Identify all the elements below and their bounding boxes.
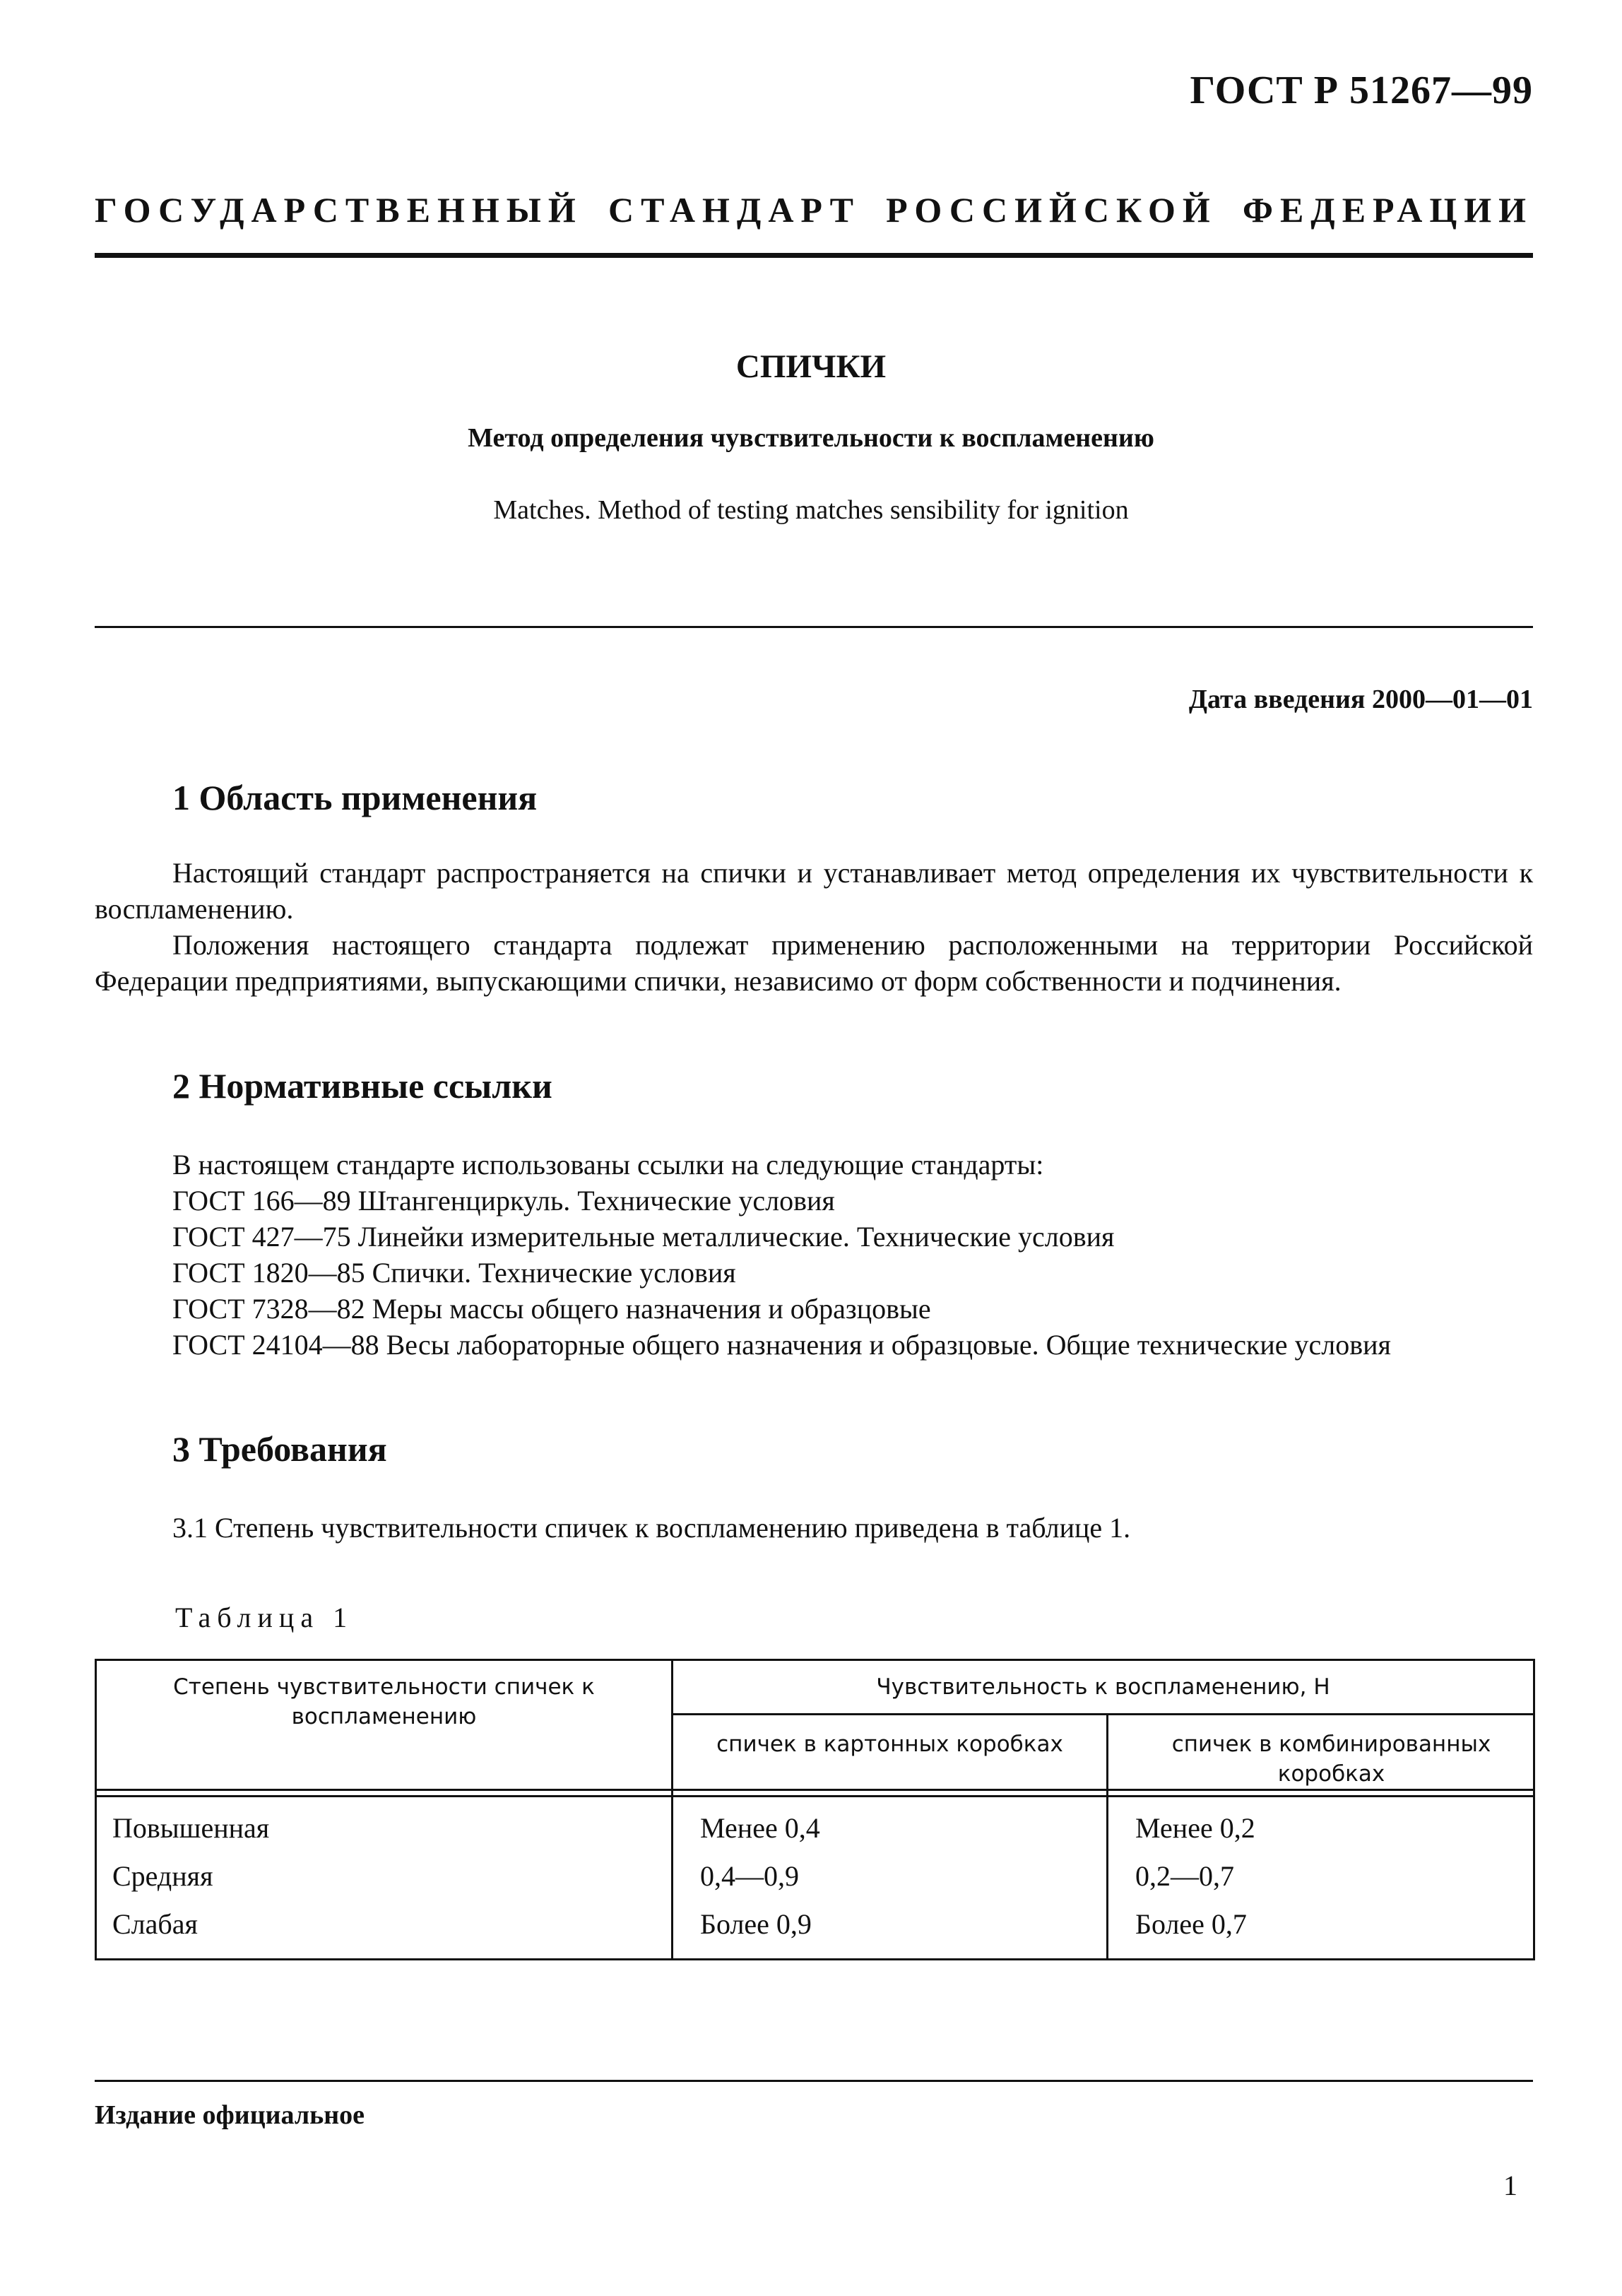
table-row bbox=[96, 1852, 1534, 1900]
table-cell: Более 0,7 bbox=[1108, 1900, 1534, 1960]
table-cell: Средняя bbox=[96, 1852, 673, 1900]
table-cell: 0,4—0,9 bbox=[673, 1852, 1108, 1900]
section-3-heading: 3 Требования bbox=[172, 1429, 387, 1469]
title-divider bbox=[95, 626, 1533, 628]
table-cell: Менее 0,2 bbox=[1108, 1797, 1534, 1853]
section-2-intro: В настоящем стандарте использованы ссылки на следующие стандарты: bbox=[172, 1149, 1044, 1180]
table-cell: Менее 0,4 bbox=[673, 1797, 1108, 1853]
section-1-paragraph-1: Настоящий стандарт распространяется на спички и устанавливает метод определения их чувствительности к воспламенению. bbox=[95, 857, 1533, 925]
section-1-paragraph-2: Положения настоящего стандарта подлежат применению расположенными на территории Российской Федерации предприятиями, выпускающими спички, независимо от форм собственности и подчинения. bbox=[95, 929, 1533, 997]
table-row bbox=[96, 1900, 1534, 1960]
official-edition-note: Издание официальное bbox=[95, 2100, 365, 2130]
section-3-paragraph-1: 3.1 Степень чувствительности спичек к воспламенению приведена в таблице 1. bbox=[172, 1512, 1131, 1544]
header-cell-sensitivity-degree: Степень чувствительности спичек к воспламенению bbox=[96, 1660, 673, 1790]
sensitivity-table bbox=[95, 1659, 1535, 1960]
document-number: ГОСТ Р 51267—99 bbox=[1190, 69, 1533, 112]
reference-item: ГОСТ 166—89 Штангенциркуль. Технические условия bbox=[172, 1185, 835, 1217]
footer-divider bbox=[95, 2080, 1533, 2082]
reference-item: ГОСТ 427—75 Линейки измерительные металлические. Технические условия bbox=[172, 1221, 1115, 1253]
introduction-date: Дата введения 2000—01—01 bbox=[1188, 685, 1533, 714]
table-header-row bbox=[96, 1660, 1534, 1715]
table-cell: Более 0,9 bbox=[673, 1900, 1108, 1960]
table-row bbox=[96, 1797, 1534, 1853]
table-cell: Слабая bbox=[96, 1900, 673, 1960]
page-number: 1 bbox=[1503, 2170, 1517, 2201]
section-2-heading: 2 Нормативные ссылки bbox=[172, 1066, 552, 1106]
reference-item: ГОСТ 1820—85 Спички. Технические условия bbox=[172, 1257, 736, 1289]
table-spacer-row bbox=[96, 1790, 1534, 1797]
document-title: СПИЧКИ bbox=[735, 348, 887, 385]
table-caption: Таблица 1 bbox=[175, 1602, 354, 1633]
section-1-heading: 1 Область применения bbox=[172, 778, 538, 817]
table-cell: 0,2—0,7 bbox=[1108, 1852, 1534, 1900]
header-cell-ignition-sensitivity: Чувствительность к воспламенению, Н bbox=[673, 1660, 1534, 1715]
state-standard-title: ГОСУДАРСТВЕННЫЙ СТАНДАРТ РОССИЙСКОЙ ФЕДЕРАЦИИ bbox=[95, 190, 1533, 230]
header-divider bbox=[95, 253, 1533, 258]
header-cell-cardboard-boxes: спичек в картонных коробках bbox=[673, 1715, 1108, 1790]
reference-item: ГОСТ 7328—82 Меры массы общего назначения и образцовые bbox=[172, 1293, 931, 1325]
document-subtitle: Метод определения чувствительности к воспламенению bbox=[468, 423, 1154, 453]
table-cell: Повышенная bbox=[96, 1797, 673, 1853]
reference-item: ГОСТ 24104—88 Весы лабораторные общего назначения и образцовые. Общие технические условия bbox=[172, 1329, 1391, 1361]
english-title: Matches. Method of testing matches sensibility for ignition bbox=[493, 495, 1129, 525]
header-cell-combined-boxes: спичек в комбинированных коробках bbox=[1108, 1715, 1534, 1790]
